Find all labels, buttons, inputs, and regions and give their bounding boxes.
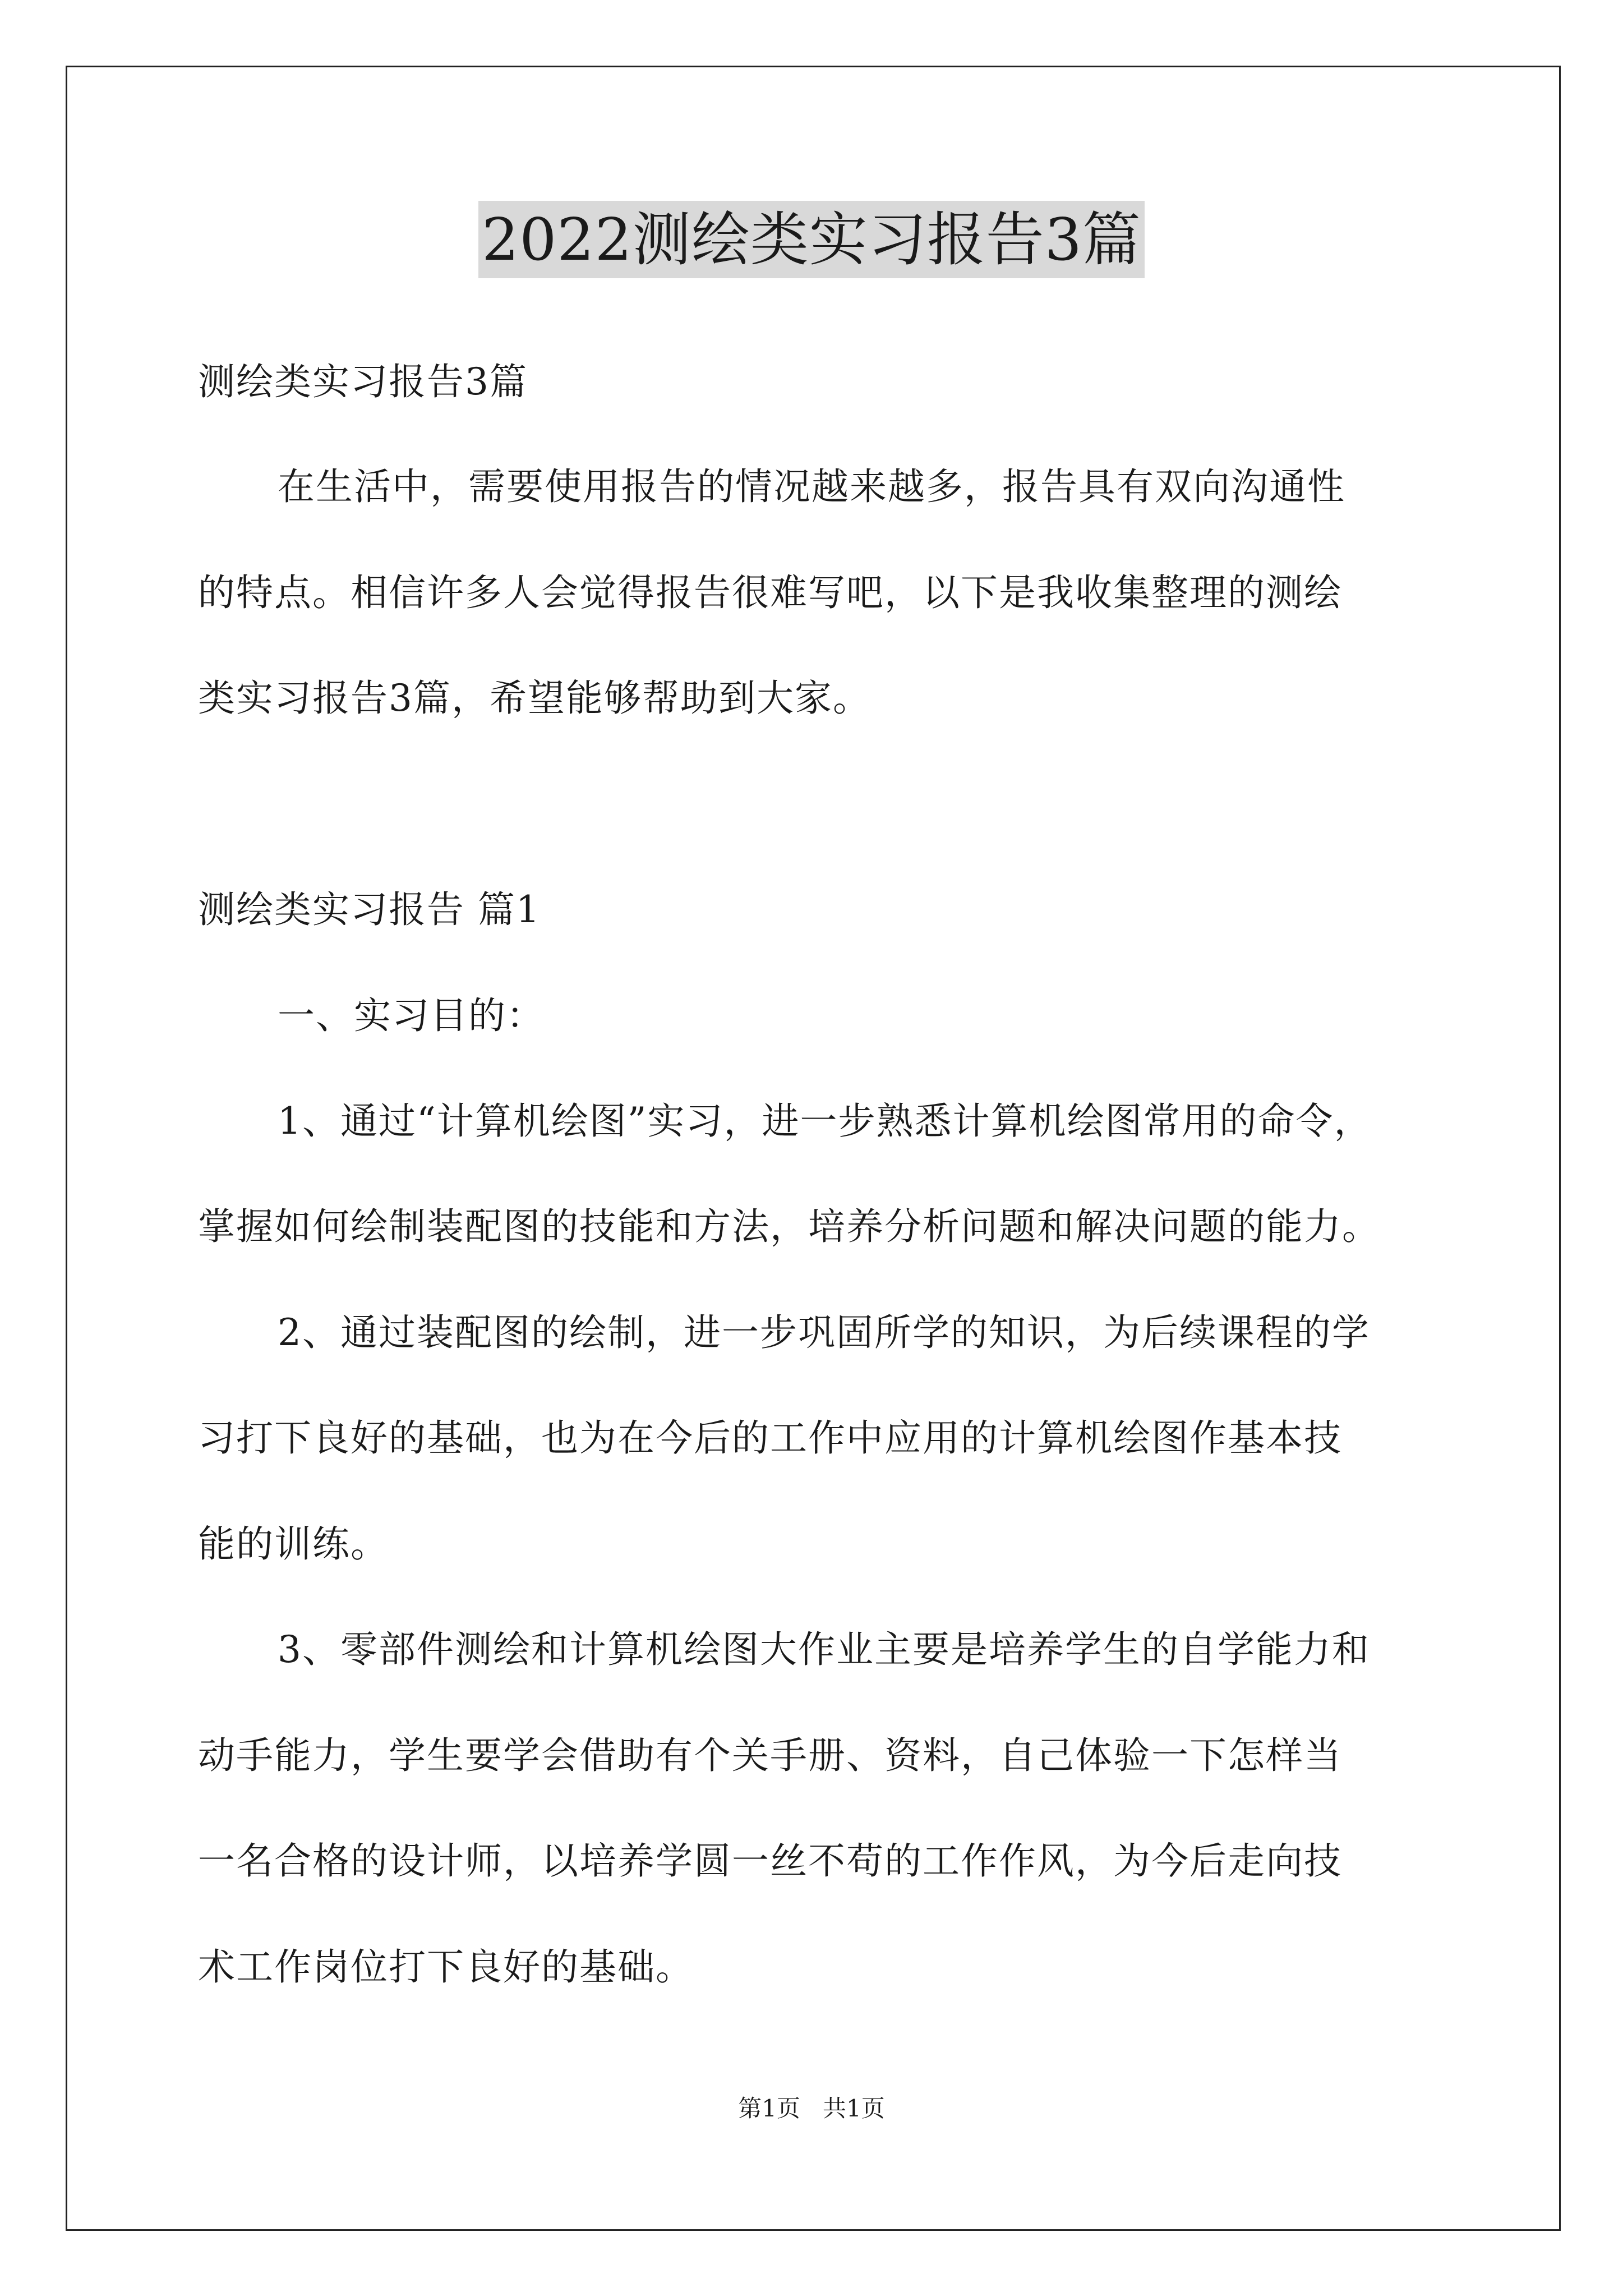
item-3-line-3: 一名合格的设计师，以培养学圆一丝不苟的工作作风，为今后走向技 bbox=[198, 1839, 1342, 1883]
intro-paragraph-line-2: 的特点。相信许多人会觉得报告很难写吧，以下是我收集整理的测绘 bbox=[198, 571, 1342, 614]
intro-paragraph-line-1: 在生活中，需要使用报告的情况越来越多，报告具有双向沟通性 bbox=[278, 465, 1345, 508]
item-1-line-1: 1、通过“计算机绘图”实习，进一步熟悉计算机绘图常用的命令， bbox=[278, 1099, 1372, 1143]
section-heading: 测绘类实习报告 篇1 bbox=[198, 888, 541, 931]
title-container bbox=[0, 201, 1623, 278]
item-2-line-3: 能的训练。 bbox=[198, 1522, 389, 1566]
item-2-line-2: 习打下良好的基础，也为在今后的工作中应用的计算机绘图作基本技 bbox=[198, 1416, 1342, 1460]
item-3-line-4: 术工作岗位打下良好的基础。 bbox=[198, 1945, 694, 1989]
item-1-line-2: 掌握如何绘制装配图的技能和方法，培养分析问题和解决问题的能力。 bbox=[198, 1205, 1380, 1248]
purpose-heading: 一、实习目的： bbox=[278, 994, 545, 1037]
subtitle-line: 测绘类实习报告3篇 bbox=[198, 360, 528, 403]
item-3-line-2: 动手能力，学生要学会借助有个关手册、资料，自己体验一下怎样当 bbox=[198, 1734, 1342, 1777]
page-footer: 第1页 共1页 bbox=[738, 2095, 885, 2122]
item-3-line-1: 3、零部件测绘和计算机绘图大作业主要是培养学生的自学能力和 bbox=[278, 1628, 1370, 1671]
item-2-line-1: 2、通过装配图的绘制，进一步巩固所学的知识，为后续课程的学 bbox=[278, 1311, 1370, 1354]
intro-paragraph-line-3: 类实习报告3篇，希望能够帮助到大家。 bbox=[198, 677, 871, 720]
document-title: 2022测绘类实习报告3篇 bbox=[478, 201, 1145, 278]
